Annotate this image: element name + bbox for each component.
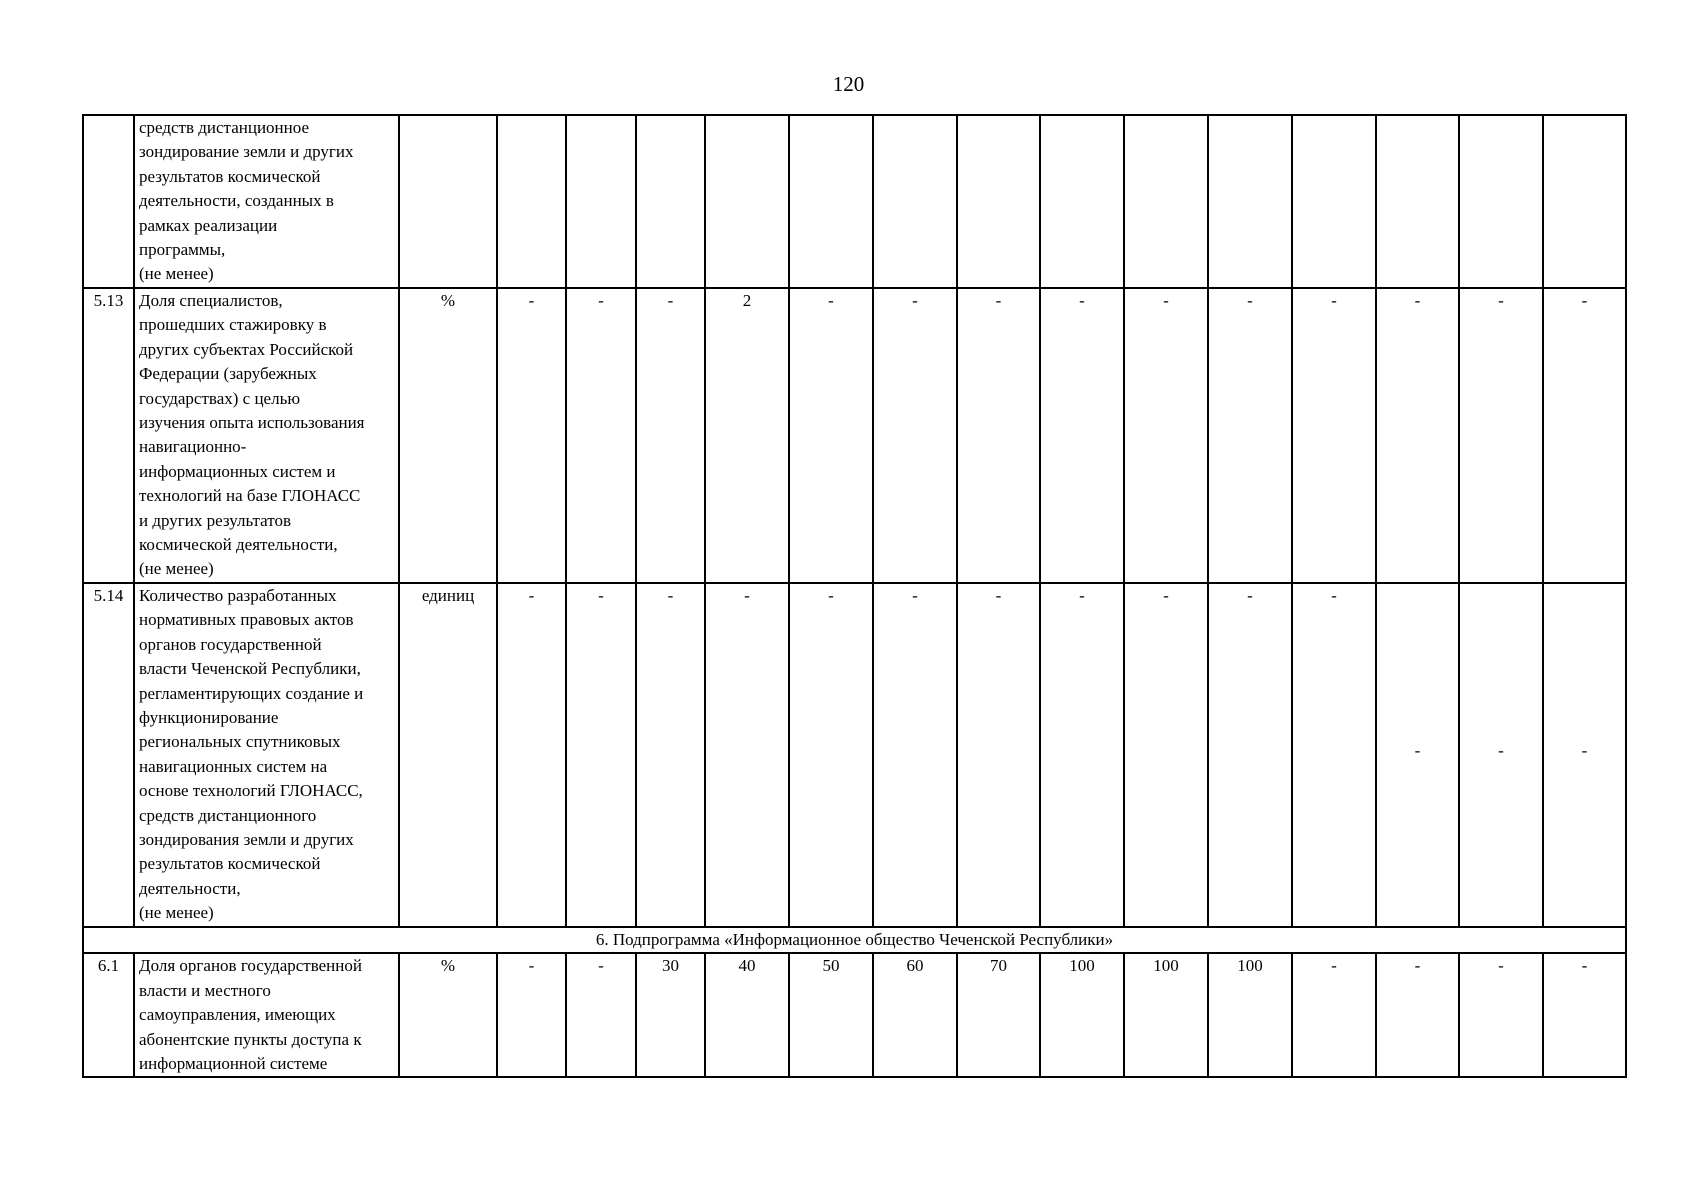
value-cell: 60 bbox=[873, 953, 957, 1077]
unit-cell: % bbox=[399, 288, 497, 583]
indicator-description: средств дистанционное зондирование земли и других результатов космической деятельности, созданных в рамках реализации программы, (не менее) bbox=[134, 115, 399, 288]
value-cell bbox=[1208, 115, 1292, 288]
row-number: 5.13 bbox=[83, 288, 134, 583]
value-cell bbox=[497, 115, 566, 288]
value-cell: - bbox=[1292, 288, 1376, 583]
value-cell: 100 bbox=[1208, 953, 1292, 1077]
value-cell: - bbox=[1376, 953, 1459, 1077]
value-cell: - bbox=[1459, 288, 1543, 583]
unit-cell: единиц bbox=[399, 583, 497, 927]
value-cell: - bbox=[566, 583, 636, 927]
indicator-description: Количество разработанных нормативных правовых актов органов государственной власти Чеченской Республики, регламентирующих создание и функционирование региональных спутниковых навигационных систем на основе технологий ГЛОНАСС, средств дистанционного зондирования земли и других результатов космической деятельности, (не менее) bbox=[134, 583, 399, 927]
value-cell: - bbox=[1208, 583, 1292, 927]
value-cell: - bbox=[1208, 288, 1292, 583]
value-cell: - bbox=[566, 288, 636, 583]
page-number: 120 bbox=[832, 72, 865, 96]
value-cell: - bbox=[1040, 583, 1124, 927]
value-cell: 40 bbox=[705, 953, 789, 1077]
value-cell: 70 bbox=[957, 953, 1040, 1077]
value-cell: - bbox=[1543, 953, 1626, 1077]
value-cell bbox=[1124, 115, 1208, 288]
value-cell: 30 bbox=[636, 953, 705, 1077]
value-cell bbox=[1376, 115, 1459, 288]
value-cell: - bbox=[705, 583, 789, 927]
value-cell bbox=[566, 115, 636, 288]
value-cell bbox=[705, 115, 789, 288]
row-number bbox=[83, 115, 134, 288]
value-cell: - bbox=[1040, 288, 1124, 583]
value-cell: - bbox=[636, 288, 705, 583]
value-cell: - bbox=[497, 583, 566, 927]
value-cell: - bbox=[789, 583, 873, 927]
value-cell: - bbox=[636, 583, 705, 927]
value-cell bbox=[873, 115, 957, 288]
row-number: 5.14 bbox=[83, 583, 134, 927]
value-cell: 2 bbox=[705, 288, 789, 583]
unit-cell: % bbox=[399, 953, 497, 1077]
table-row bbox=[83, 953, 1626, 1077]
value-cell bbox=[957, 115, 1040, 288]
value-text: - bbox=[1581, 740, 1588, 760]
value-cell: - bbox=[957, 583, 1040, 927]
indicator-description: Доля органов государственной власти и местного самоуправления, имеющих абонентские пункты доступа к информационной системе bbox=[134, 953, 399, 1077]
row-number: 6.1 bbox=[83, 953, 134, 1077]
value-cell bbox=[1376, 583, 1459, 927]
value-cell: - bbox=[789, 288, 873, 583]
indicator-description: Доля специалистов, прошедших стажировку в других субъектах Российской Федерации (зарубежных государствах) с целью изучения опыта использования навигационно- информационных систем и технологий на базе ГЛОНАСС и других результатов космической деятельности, (не менее) bbox=[134, 288, 399, 583]
unit-cell bbox=[399, 115, 497, 288]
value-cell: - bbox=[957, 288, 1040, 583]
value-cell bbox=[636, 115, 705, 288]
section-row bbox=[83, 927, 1626, 953]
value-cell: - bbox=[1292, 953, 1376, 1077]
value-cell bbox=[1543, 583, 1626, 927]
value-cell: - bbox=[1292, 583, 1376, 927]
value-cell: - bbox=[873, 583, 957, 927]
value-cell: - bbox=[1376, 288, 1459, 583]
indicators-table bbox=[82, 114, 1627, 1078]
value-cell: - bbox=[1459, 953, 1543, 1077]
value-cell: - bbox=[1124, 583, 1208, 927]
value-cell: 50 bbox=[789, 953, 873, 1077]
value-cell bbox=[1543, 115, 1626, 288]
value-cell: 100 bbox=[1040, 953, 1124, 1077]
value-text: - bbox=[1498, 740, 1504, 760]
section-title: 6. Подпрограмма «Информационное общество Чеченской Республики» bbox=[83, 927, 1626, 953]
value-cell: 100 bbox=[1124, 953, 1208, 1077]
value-cell: - bbox=[1543, 288, 1626, 583]
value-cell: - bbox=[873, 288, 957, 583]
value-cell bbox=[1040, 115, 1124, 288]
value-cell: - bbox=[566, 953, 636, 1077]
value-cell: - bbox=[497, 953, 566, 1077]
table-row bbox=[83, 115, 1626, 288]
value-cell: - bbox=[1124, 288, 1208, 583]
table-row bbox=[83, 583, 1626, 927]
value-cell bbox=[1292, 115, 1376, 288]
value-cell: - bbox=[497, 288, 566, 583]
value-cell bbox=[1459, 583, 1543, 927]
table-row bbox=[83, 288, 1626, 583]
value-cell bbox=[789, 115, 873, 288]
value-cell bbox=[1459, 115, 1543, 288]
value-text: - bbox=[1414, 740, 1421, 760]
